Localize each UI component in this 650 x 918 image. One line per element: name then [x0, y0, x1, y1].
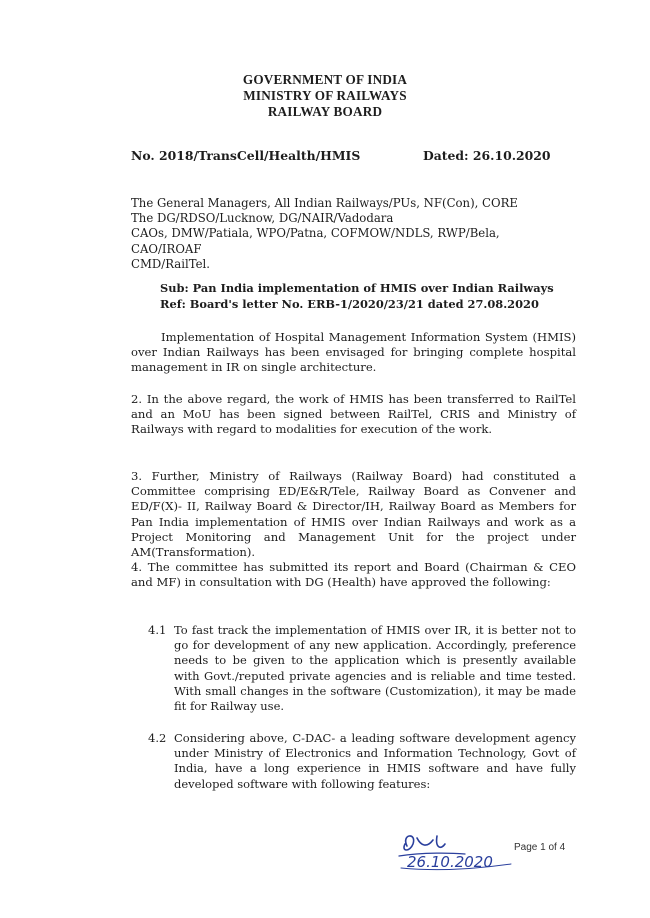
- item-number: 4.2: [148, 731, 167, 745]
- paragraph-1: Implementation of Hospital Management Information System (HMIS) over Indian Railways has been envisaged for bringing complete hospital management in IR on single architecture.: [131, 330, 576, 375]
- paragraph-4: 4. The committee has submitted its report and Board (Chairman & CEO and MF) in consultation with DG (Health) have approved the following:: [131, 560, 576, 590]
- addressee-block: [131, 196, 571, 272]
- signature-date: 26.10.2020: [407, 853, 493, 871]
- addressee-line: The General Managers, All Indian Railways/PUs, NF(Con), CORE: [131, 196, 518, 210]
- page-number: Page 1 of 4: [514, 842, 566, 853]
- handwritten-signature: [393, 826, 533, 884]
- paragraph-3: 3. Further, Ministry of Railways (Railway Board) had constituted a Committee comprising ED/E&R/Tele, Railway Board as Convener and ED/F(X)- II, Railway Board & Director/IH, Railway Board as Members for Pan India implementation of HMIS over Indian Railways and work as a Project Monitoring and Management Unit for the project under AM(Transformation).: [131, 469, 576, 560]
- addressee-line: CAOs, DMW/Patiala, WPO/Patna, COFMOW/NDLS, RWP/Bela,: [131, 226, 500, 241]
- item-text: Considering above, C-DAC- a leading software development agency under Ministry of Electronics and Information Technology, Govt of India, have a long experience in HMIS software and have fully developed software with following features:: [174, 731, 576, 791]
- addressee-line: The DG/RDSO/Lucknow, DG/NAIR/Vadodara: [131, 211, 394, 226]
- letterhead: [0, 72, 650, 120]
- paragraph-2: 2. In the above regard, the work of HMIS has been transferred to RailTel and an MoU has been signed between RailTel, CRIS and Ministry of Railways with regard to modalities for execution of the work.: [131, 392, 576, 437]
- reference-number: No. 2018/TransCell/Health/HMIS: [131, 148, 361, 163]
- reference-letter-line: Ref: Board's letter No. ERB-1/2020/23/21 dated 27.08.2020: [160, 296, 539, 311]
- subject-block: [160, 281, 590, 312]
- letterhead-government: GOVERNMENT OF INDIA: [242, 72, 408, 87]
- addressee-line: CMD/RailTel.: [131, 256, 210, 271]
- subject-line: Sub: Pan India implementation of HMIS over Indian Railways: [160, 281, 554, 295]
- letterhead-ministry: MINISTRY OF RAILWAYS: [243, 88, 407, 103]
- letterhead-board: RAILWAY BOARD: [267, 104, 383, 119]
- item-number: 4.1: [148, 623, 167, 637]
- reference-date: Dated: 26.10.2020: [423, 148, 551, 163]
- item-text: To fast track the implementation of HMIS over IR, it is better not to go for development of any new application. Accordingly, preference needs to be given to the application which is presently available with Govt./reputed private agencies and is reliable and time tested. With small changes in the software (Customization), it may be made fit for Railway use.: [174, 623, 576, 714]
- addressee-line: CAO/IROAF: [131, 241, 202, 256]
